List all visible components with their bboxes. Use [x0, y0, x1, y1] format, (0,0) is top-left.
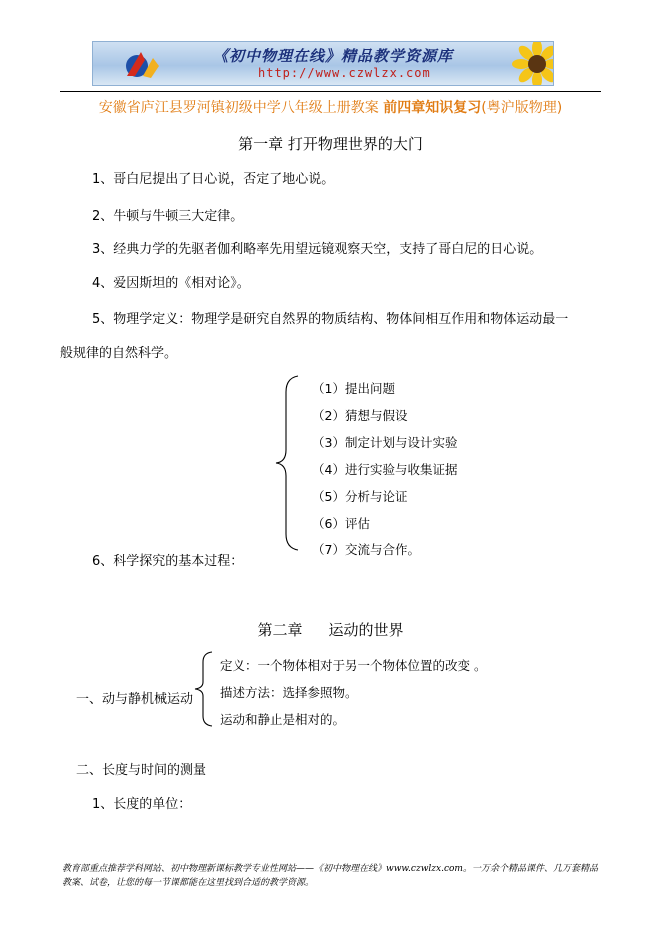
chapter1-item-1: 1、哥白尼提出了日心说，否定了地心说。 [92, 172, 335, 187]
banner-title: 《初中物理在线》精品教学资源库 [213, 47, 454, 65]
motion-definition: 定义：一个物体相对于另一个物体位置的改变 。 [220, 658, 487, 673]
chapter1-title: 第一章 打开物理世界的大门 [238, 135, 423, 153]
chapter2-name: 运动的世界 [328, 621, 404, 639]
header-banner [92, 41, 554, 86]
site-logo-icon [123, 46, 163, 82]
section2-title: 二、长度与时间的测量 [76, 763, 207, 778]
chapter1-item-4: 4、爱因斯坦的《相对论》。 [92, 276, 250, 291]
inquiry-step-5: （5）分析与论证 [312, 489, 408, 504]
motion-description-method: 描述方法：选择参照物。 [220, 685, 358, 700]
banner-url: http://www.czwlzx.com [258, 66, 431, 80]
inquiry-step-3: （3）制定计划与设计实验 [312, 435, 458, 450]
chapter1-item-5: 5、物理学定义：物理学是研究自然界的物质结构、物体间相互作用和物体运动最一 [92, 312, 569, 327]
chapter2-title [0, 619, 661, 640]
header-school: 安徽省庐江县罗河镇初级中学八年级上册教案 [98, 100, 379, 116]
inquiry-step-6: （6）评估 [312, 516, 370, 531]
chapter1-item-6: 6、科学探究的基本过程： [92, 554, 244, 569]
document-header [0, 97, 661, 117]
chapter1-item-3: 3、经典力学的先驱者伽利略率先用望远镜观察天空，支持了哥白尼的日心说。 [92, 242, 543, 257]
header-topic: 前四章知识复习 [383, 100, 482, 116]
section2-item-1: 1、长度的单位： [92, 797, 192, 812]
section1-title: 一、动与静机械运动 [76, 692, 194, 707]
motion-relativity: 运动和静止是相对的。 [220, 712, 346, 727]
page-footer: 教育部重点推荐学科网站、初中物理新课标教学专业性网站——《初中物理在线》www.czwlzx.com。一万余个精品课件、几万套精品教案、试卷，让您的每一节课都能在这里找到合适的教学资源。 [62, 864, 598, 888]
chapter1-item-5-continued: 般规律的自然科学。 [60, 346, 178, 361]
left-brace-icon [272, 374, 300, 552]
inquiry-step-7: （7）交流与合作。 [312, 542, 420, 557]
header-edition: (粤沪版物理) [481, 100, 563, 116]
inquiry-step-2: （2）猜想与假设 [312, 408, 408, 423]
chapter1-item-2: 2、牛顿与牛顿三大定律。 [92, 209, 244, 224]
left-brace-icon [192, 650, 214, 728]
chapter2-number: 第二章 [257, 621, 303, 639]
inquiry-step-4: （4）进行实验与收集证据 [312, 462, 458, 477]
header-rule [60, 91, 601, 92]
sunflower-image [511, 41, 554, 86]
inquiry-step-1: （1）提出问题 [312, 381, 395, 396]
